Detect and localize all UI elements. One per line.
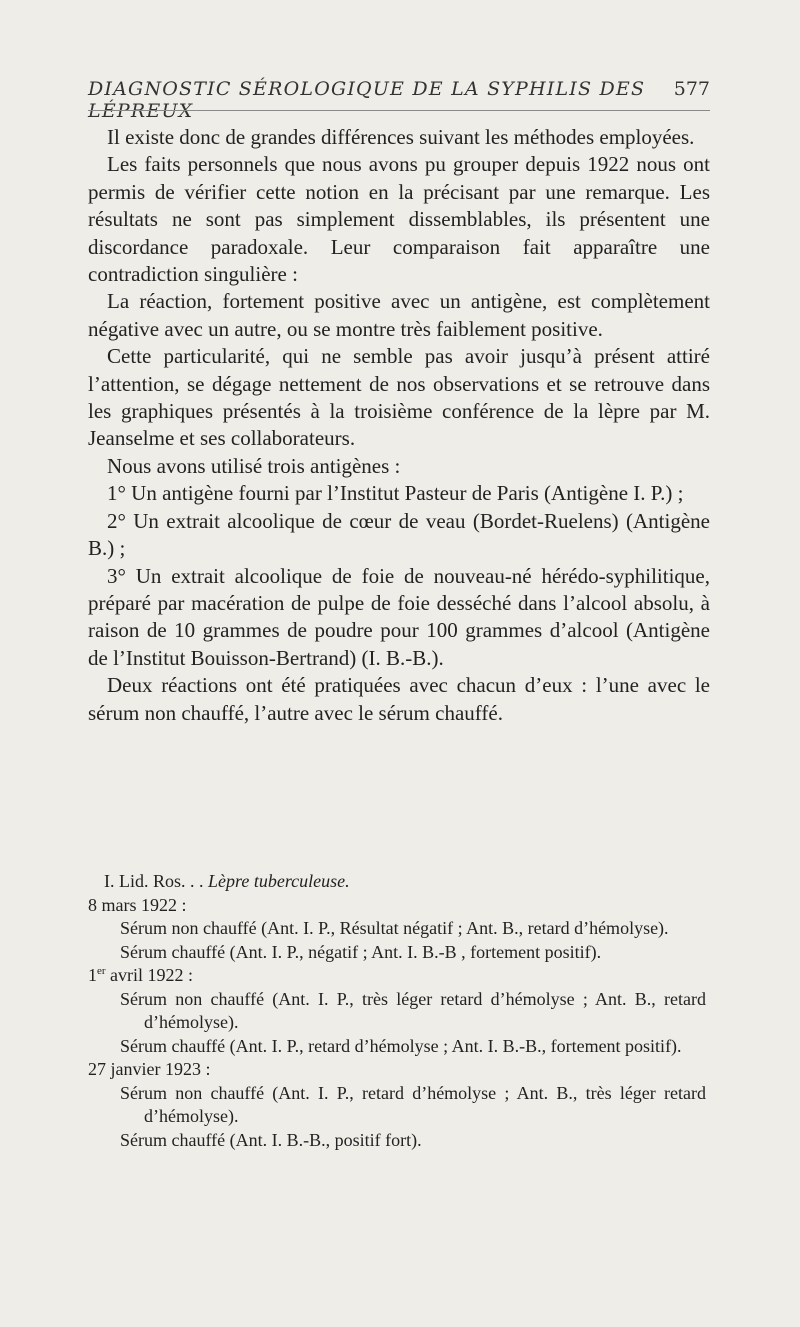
header-title: DIAGNOSTIC SÉROLOGIQUE DE LA SYPHILIS DES LÉPREUX [88, 78, 646, 122]
case-entry: Sérum non chauffé (Ant. I. P., Résultat négatif ; Ant. B., retard d’hémolyse). [120, 918, 669, 938]
paragraph: La réaction, fortement positive avec un antigène, est complètement négative avec un autre, ou se montre très faiblement positive. [88, 289, 710, 341]
case-title-prefix: I. Lid. Ros. . . [104, 871, 204, 891]
paragraph: Les faits personnels que nous avons pu grouper depuis 1922 nous ont permis de vérifier cette notion en la précisant par une remarque. Les résultats ne sont pas simplement dissemblables, ils présentent une discordance paradoxale. Leur comparaison fait apparaître une contradiction singulière : [88, 152, 710, 287]
list-item: 2° Un extrait alcoolique de cœur de veau (Bordet-Ruelens) (Antigène B.) ; [88, 508, 710, 561]
header-rule [88, 110, 710, 111]
running-header [88, 78, 710, 122]
paragraph: Il existe donc de grandes différences suivant les méthodes employées. [107, 125, 695, 149]
case-date: 27 janvier 1923 : [88, 1059, 211, 1079]
case-entry: Sérum chauffé (Ant. I. P., négatif ; Ant. I. B.-B , fortement positif). [120, 941, 602, 962]
case-title [88, 870, 710, 894]
paragraph: Cette particularité, qui ne semble pas avoir jusqu’à présent attiré l’attention, se dégage nettement de nos observations et se retrouve dans les graphiques présentés à la troisième conférence de la lèpre par M. Jeanselme et ses collaborateurs. [88, 344, 710, 451]
case-report [88, 870, 710, 1152]
list-item: 1° Un antigène fourni par l’Institut Pasteur de Paris (Antigène I. P.) ; [107, 481, 684, 506]
case-entry: Sérum non chauffé (Ant. I. P., retard d’hémolyse ; Ant. B., très léger retard d’hémolyse). [120, 1082, 706, 1126]
case-entry: Sérum chauffé (Ant. I. B.-B., positif fort). [120, 1129, 422, 1150]
paragraph: Nous avons utilisé trois antigènes : [107, 453, 401, 478]
paragraph: Deux réactions ont été pratiquées avec chacun d’eux : l’une avec le sérum non chauffé, l’autre avec le sérum chauffé. [88, 673, 710, 725]
list-item: 3° Un extrait alcoolique de foie de nouveau-né hérédo-syphilitique, préparé par macération de pulpe de foie desséché dans l’alcool absolu, à raison de 10 grammes de poudre pour 100 grammes d’alcool (Antigène de l’Institut Bouisson-Bertrand) (I. B.-B.). [88, 563, 710, 670]
case-entry: Sérum non chauffé (Ant. I. P., très léger retard d’hémolyse ; Ant. B., retard d’hémolyse). [120, 988, 706, 1032]
body-text [88, 124, 710, 727]
case-title-disease: Lèpre tuberculeuse. [208, 871, 350, 891]
case-date: 1er avril 1922 : [88, 965, 194, 985]
case-date: 8 mars 1922 : [88, 894, 187, 915]
page-number: 577 [673, 78, 710, 100]
case-entry: Sérum chauffé (Ant. I. P., retard d’hémolyse ; Ant. I. B.-B., fortement positif). [120, 1035, 682, 1056]
